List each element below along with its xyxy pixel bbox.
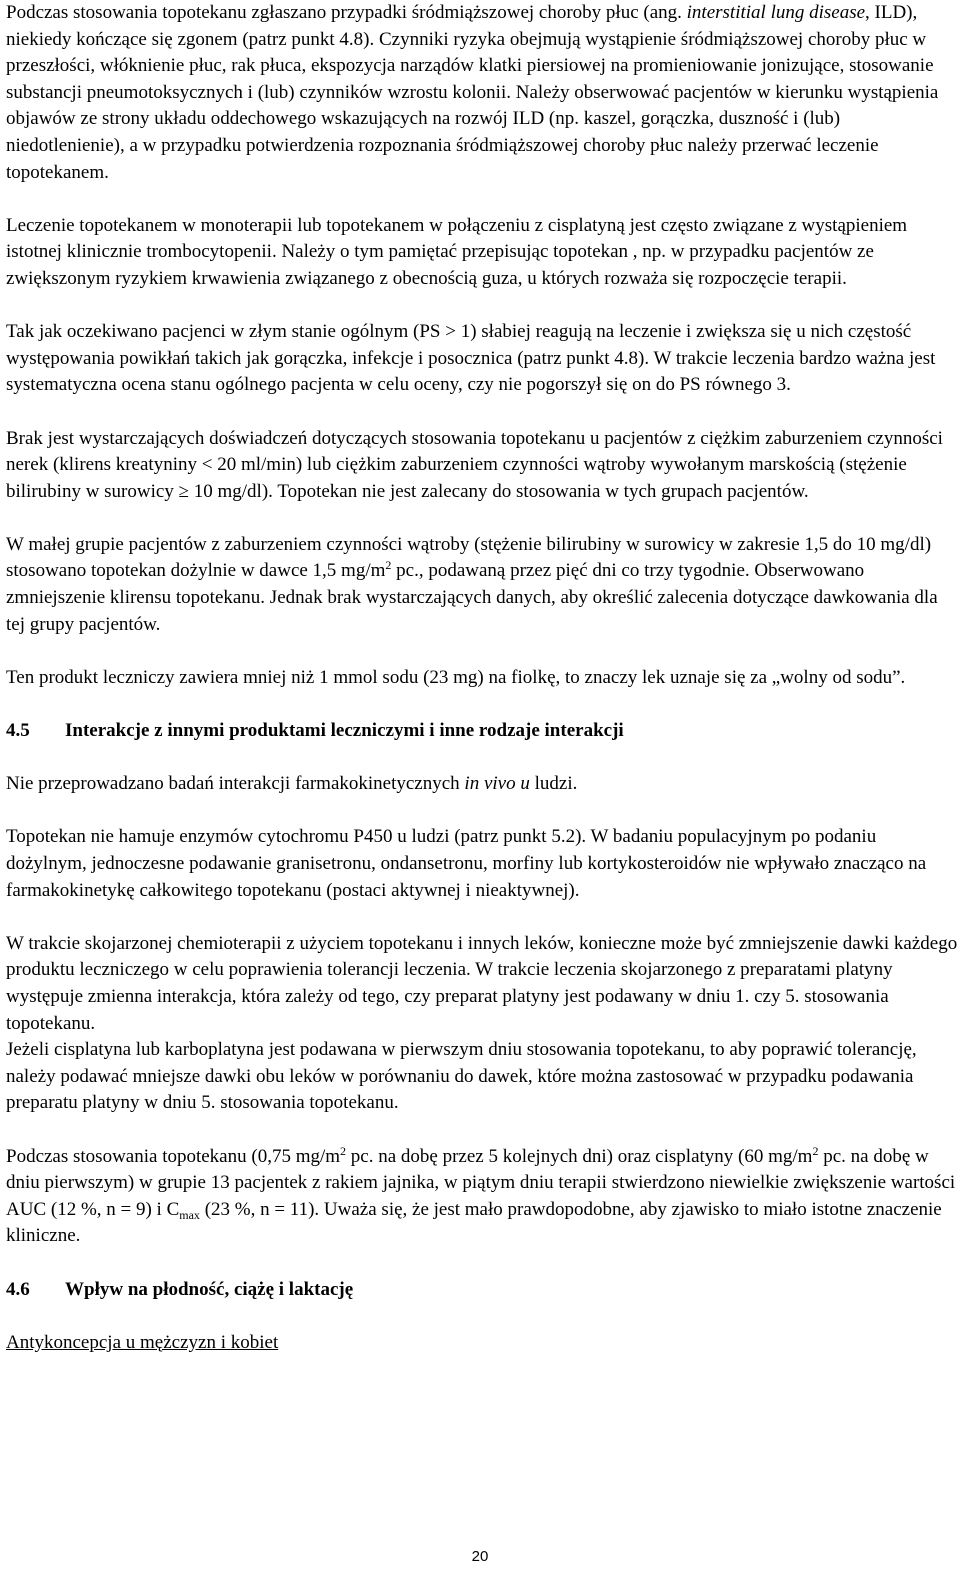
- section-title: Interakcje z innymi produktami leczniczymi i inne rodzaje interakcji: [65, 720, 624, 742]
- paragraph-cytochrome: Topotekan nie hamuje enzymów cytochromu P450 u ludzi (patrz punkt 5.2). W badaniu populacyjnym po podaniu dożylnym, jednoczesne podawanie granisetronu, ondansetronu, morfiny lub kortykosteroidów nie wpływało znacząco na farmakokinetykę całkowitego topotekanu (postaci aktywnej i nieaktywnej).: [6, 826, 927, 901]
- section-number: 4.6: [6, 1278, 30, 1300]
- subheading-contraception: Antykoncepcja u mężczyzn i kobiet: [6, 1331, 279, 1353]
- paragraph-ild: Podczas stosowania topotekanu zgłaszano przypadki śródmiąższowej choroby płuc (ang. interstitial lung disease, ILD), niekiedy kończące się zgonem (patrz punkt 4.8). Czynniki ryzyka obejmują wystąpienie śródmiąższowej choroby płuc w przeszłości, włóknienie płuc, rak płuca, ekspozycja narządów klatki piersiowej na promieniowanie jonizujące, stosowanie substancji pneumotoksycznych i (lub) czynników wzrostu kolonii. Należy obserwować pacjentów w kierunku wystąpienia objawów ze strony układu oddechowego wskazujących na rozwój ILD (np. kaszel, gorączka, duszność i (lub) niedotlenienie), a w przypadku potwierdzenia rozpoznania śródmiąższowej choroby płuc należy przerwać leczenie topotekanem.: [6, 2, 939, 183]
- italic-term: in vivo u: [464, 773, 530, 795]
- italic-term: interstitial lung disease: [686, 2, 866, 23]
- document-page: [6, 0, 958, 1356]
- paragraph-no-studies: Nie przeprowadzano badań interakcji farmakokinetycznych in vivo u ludzi.: [6, 773, 578, 795]
- paragraph-auc: Podczas stosowania topotekanu (0,75 $mg/m^2$ pc. na dobę przez 5 kolejnych dni) oraz cisplatyny (60 $mg/m^2$ pc. na dobę w dniu pierwszym) w grupie 13 pacjentek z rakiem jajnika, w piątym dniu terapii stwierdzono niewielkie zwiększenie wartości AUC (12 %, n = 9) i $C_{max}$ (23 %, n = 11). Uważa się, że jest mało prawdopodobne, aby zjawisko to miało istotne znaczenie kliniczne.: [6, 1143, 956, 1247]
- page-number: 20: [471, 1548, 489, 1565]
- section-number: 4.5: [6, 720, 30, 742]
- section-title: Wpływ na płodność, ciążę i laktację: [65, 1278, 354, 1300]
- paragraph-performance-status: Tak jak oczekiwano pacjenci w złym stanie ogólnym (PS > 1) słabiej reagują na leczenie i zwiększa się u nich częstość występowania powikłań takich jak gorączka, infekcje i posocznica (patrz punkt 4.8). W trakcie leczenia bardzo ważna jest systematyczna ocena stanu ogólnego pacjenta w celu oceny, czy nie pogorszył się on do PS równego 3.: [6, 321, 936, 396]
- section-heading-4-5: [6, 718, 958, 745]
- paragraph-hepatic-impairment: W małej grupie pacjentów z zaburzeniem czynności wątroby (stężenie bilirubiny w surowicy w zakresie 1,5 do 10 mg/dl) stosowano topotekan dożylnie w dawce 1,5 $mg/m^2$ pc., podawaną przez pięć dni co trzy tygodnie. Obserwowano zmniejszenie klirensu topotekanu. Jednak brak wystarczających danych, aby określić zalecenia dotyczące dawkowania dla tej grupy pacjentów.: [6, 533, 938, 635]
- paragraph-cisplatin: Jeżeli cisplatyna lub karboplatyna jest podawana w pierwszym dniu stosowania topotekanu, to aby poprawić tolerancję, należy podawać mniejsze dawki obu leków w porównaniu do dawek, które można zastosować w przypadku podawania preparatu platyny w dniu 5. stosowania topotekanu.: [6, 1039, 917, 1114]
- paragraph-combination-therapy: W trakcie skojarzonej chemioterapii z użyciem topotekanu i innych leków, konieczne może być zmniejszenie dawki każdego produktu leczniczego w celu poprawienia tolerancji leczenia. W trakcie leczenia skojarzonego z preparatami platyny występuje zmienna interakcja, która zależy od tego, czy preparat platyny jest podawany w dniu 1. czy 5. stosowania topotekanu.: [6, 932, 958, 1034]
- paragraph-renal-impairment: Brak jest wystarczających doświadczeń dotyczących stosowania topotekanu u pacjentów z ciężkim zaburzeniem czynności nerek (klirens kreatyniny < 20 ml/min) lub ciężkim zaburzeniem czynności wątroby wywołanym marskością (stężenie bilirubiny w surowicy ≥ 10 mg/dl). Topotekan nie jest zalecany do stosowania w tych grupach pacjentów.: [6, 427, 943, 502]
- section-heading-4-6: [6, 1277, 958, 1304]
- paragraph-sodium: Ten produkt leczniczy zawiera mniej niż 1 mmol sodu (23 mg) na fiolkę, to znaczy lek uznaje się za „wolny od sodu”.: [6, 666, 906, 688]
- paragraph-thrombocytopenia: Leczenie topotekanem w monoterapii lub topotekanem w połączeniu z cisplatyną jest często związane z wystąpieniem istotnej klinicznie trombocytopenii. Należy o tym pamiętać przepisując topotekan , np. w przypadku pacjentów ze zwiększonym ryzykiem krwawienia związanego z obecnością guza, u których rozważa się rozpoczęcie terapii.: [6, 214, 908, 289]
